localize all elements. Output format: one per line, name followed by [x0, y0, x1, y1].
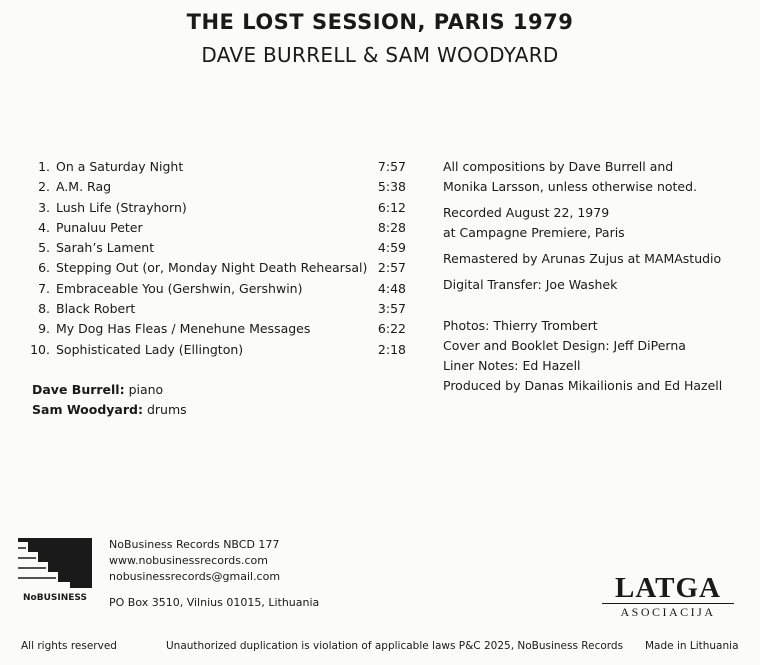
- credit-compositions-1: All compositions by Dave Burrell and: [443, 159, 674, 174]
- track-number: 5.: [38, 240, 50, 256]
- latga-word: LATGA: [615, 572, 721, 604]
- track-title-group: [28, 218, 143, 238]
- track-duration: 5:38: [377, 179, 406, 195]
- track-title: My Dog Has Fleas / Menehune Messages: [56, 321, 311, 337]
- track-title-group: [28, 258, 367, 278]
- credit-liner: Liner Notes: Ed Hazell: [443, 358, 581, 373]
- musician-line: [32, 400, 187, 420]
- track-duration: 2:57: [377, 260, 406, 276]
- track-title-group: [28, 319, 310, 339]
- track-duration: 4:48: [377, 280, 406, 296]
- album-artists: DAVE BURRELL & SAM WOODYARD: [201, 43, 559, 67]
- track-title: Embraceable You (Gershwin, Gershwin): [56, 280, 303, 296]
- track-duration: 6:22: [377, 321, 406, 337]
- track-title-group: [28, 198, 187, 218]
- label-address: PO Box 3510, Vilnius 01015, Lithuania: [109, 596, 320, 609]
- logo-text: NoBUSINESS: [23, 593, 87, 602]
- track-number: 9.: [38, 321, 50, 337]
- credit-compositions-2: Monika Larsson, unless otherwise noted.: [443, 179, 698, 194]
- track-duration: 6:12: [377, 199, 406, 215]
- track-title: Black Robert: [56, 301, 136, 317]
- nobusiness-logo: [18, 538, 92, 602]
- credit-photos: Photos: Thierry Trombert: [443, 318, 598, 333]
- track-duration: 2:18: [377, 341, 406, 357]
- track-title-group: [28, 238, 154, 258]
- track-row: [28, 279, 406, 299]
- track-title-group: [28, 299, 135, 319]
- credit-remastered: Remastered by Arunas Zujus at MAMAstudio: [443, 251, 722, 266]
- track-number: 3.: [38, 199, 50, 215]
- track-number: 1.: [38, 159, 50, 174]
- label-info: [109, 537, 319, 611]
- footer-rights: All rights reserved: [21, 640, 117, 652]
- musician-name: Dave Burrell:: [32, 382, 125, 397]
- credit-recorded-2: at Campagne Premiere, Paris: [443, 225, 625, 240]
- track-row: [28, 258, 406, 278]
- track-row: [28, 319, 406, 339]
- track-duration: 7:57: [377, 159, 406, 174]
- nobusiness-stairs-icon: [18, 538, 92, 602]
- credit-transfer: Digital Transfer: Joe Washek: [443, 277, 618, 292]
- track-row: [28, 218, 406, 238]
- tracklist: [28, 157, 406, 360]
- track-row: [28, 340, 406, 360]
- track-title: Sarah’s Lament: [56, 240, 155, 256]
- track-duration: 3:57: [377, 301, 406, 317]
- footer-made-in: Made in Lithuania: [645, 640, 739, 652]
- track-row: [28, 157, 406, 177]
- credit-design: Cover and Booklet Design: Jeff DiPerna: [443, 338, 686, 353]
- track-title-group: [28, 279, 302, 299]
- track-number: 7.: [38, 280, 50, 296]
- track-number: 10.: [30, 341, 50, 357]
- track-title-group: [28, 340, 243, 360]
- credit-produced: Produced by Danas Mikailionis and Ed Hazell: [443, 378, 723, 393]
- track-duration: 8:28: [377, 219, 406, 235]
- label-website: www.nobusinessrecords.com: [109, 554, 268, 567]
- track-duration: 4:59: [377, 240, 406, 256]
- track-title: Punaluu Peter: [56, 219, 143, 235]
- track-row: [28, 177, 406, 197]
- track-title: Lush Life (Strayhorn): [56, 199, 187, 215]
- track-title: Stepping Out (or, Monday Night Death Rehearsal): [56, 260, 368, 276]
- footer-notice: Unauthorized duplication is violation of applicable laws P&C 2025, NoBusiness Records: [166, 640, 624, 652]
- track-title-group: [28, 177, 111, 197]
- musician-name: Sam Woodyard:: [32, 402, 143, 417]
- track-row: [28, 238, 406, 258]
- credit-recorded-1: Recorded August 22, 1979: [443, 205, 610, 220]
- track-title: Sophisticated Lady (Ellington): [56, 341, 244, 357]
- track-number: 6.: [38, 260, 50, 276]
- track-title: A.M. Rag: [56, 179, 112, 195]
- label-catalog: NoBusiness Records NBCD 177: [109, 538, 280, 551]
- credits: [443, 157, 743, 396]
- track-title: On a Saturday Night: [56, 159, 184, 174]
- label-email: nobusinessrecords@gmail.com: [109, 570, 281, 583]
- musicians: [32, 380, 187, 420]
- track-number: 4.: [38, 219, 50, 235]
- track-title-group: [28, 157, 183, 177]
- track-row: [28, 198, 406, 218]
- musician-instrument: piano: [124, 382, 164, 397]
- track-number: 2.: [38, 179, 50, 195]
- latga-logo: [602, 574, 734, 620]
- musician-line: [32, 380, 187, 400]
- musician-instrument: drums: [142, 402, 187, 417]
- album-title: THE LOST SESSION, PARIS 1979: [186, 10, 574, 34]
- track-number: 8.: [38, 301, 50, 317]
- latga-sub: ASOCIACIJA: [602, 603, 734, 620]
- track-row: [28, 299, 406, 319]
